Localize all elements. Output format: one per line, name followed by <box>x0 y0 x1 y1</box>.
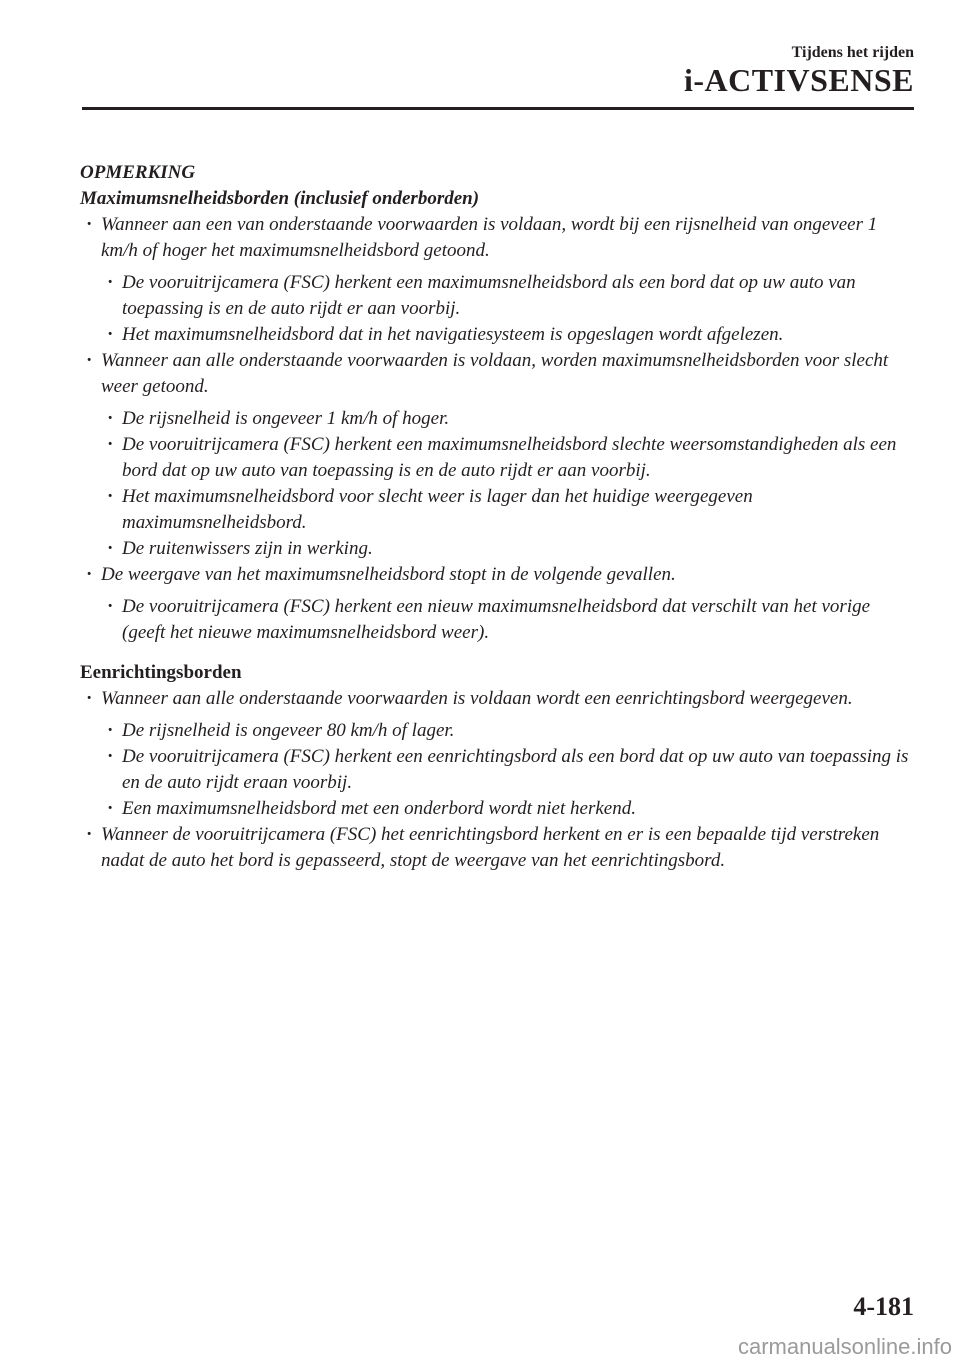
sub-list-item: · De rijsnelheid is ongeveer 80 km/h of lager. <box>101 718 915 744</box>
list-item <box>80 562 915 646</box>
sub-bullet-list <box>101 270 915 348</box>
section-title-one-way: Eenrichtingsborden <box>80 662 242 683</box>
watermark-link[interactable]: carmanualsonline.info <box>737 1334 952 1359</box>
list-item <box>80 686 915 822</box>
sub-list-item: · De ruitenwissers zijn in werking. <box>101 536 915 562</box>
list-item <box>80 212 915 348</box>
sub-list-item: · De vooruitrijcamera (FSC) herkent een nieuw maximumsnelheidsbord dat verschilt van het vorige (geeft het nieuwe maximumsnelheidsbord weer). <box>101 594 915 646</box>
list-item-text: Wanneer de vooruitrijcamera (FSC) het eenrichtingsbord herkent en er is een bepaalde tijd verstreken nadat de auto het bord is gepasseerd, stopt de weergave van het eenrichtingsbord. <box>101 824 880 871</box>
list-item <box>80 348 915 562</box>
list-item <box>80 822 915 874</box>
section-title-speed-limit: Maximumsnelheidsborden (inclusief onderborden) <box>80 188 480 209</box>
sub-bullet-list <box>101 718 915 822</box>
list-item-text: Wanneer aan alle onderstaande voorwaarden is voldaan, worden maximumsnelheidsborden voor slecht weer getoond. <box>101 350 889 397</box>
list-item-text: De weergave van het maximumsnelheidsbord stopt in de volgende gevallen. <box>101 564 676 585</box>
sub-list-item: · Een maximumsnelheidsbord met een onderbord wordt niet herkend. <box>101 796 915 822</box>
note-label: OPMERKING <box>80 162 196 183</box>
sub-list-item: · Het maximumsnelheidsbord dat in het navigatiesysteem is opgeslagen wordt afgelezen. <box>101 322 915 348</box>
sub-list-item: · De vooruitrijcamera (FSC) herkent een maximumsnelheidsbord als een bord dat op uw auto van toepassing is en de auto rijdt er aan voorbij. <box>101 270 915 322</box>
list-item-text: Wanneer aan alle onderstaande voorwaarden is voldaan wordt een eenrichtingsbord weergegeven. <box>101 688 853 709</box>
header-rule <box>82 107 914 110</box>
page-content <box>80 160 915 874</box>
sub-bullet-list <box>101 594 915 646</box>
list-item-text: Wanneer aan een van onderstaande voorwaarden is voldaan, wordt bij een rijsnelheid van ongeveer 1 km/h of hoger het maximumsnelheidsbord getoond. <box>101 214 878 261</box>
bullet-list <box>80 212 915 646</box>
header-section-label: Tijdens het rijden <box>791 44 914 61</box>
sub-list-item: · De rijsnelheid is ongeveer 1 km/h of hoger. <box>101 406 915 432</box>
sub-bullet-list <box>101 406 915 562</box>
sub-list-item: · De vooruitrijcamera (FSC) herkent een maximumsnelheidsbord slechte weersomstandigheden als een bord dat op uw auto van toepassing is en de auto rijdt er aan voorbij. <box>101 432 915 484</box>
header-title: i-ACTIVSENSE <box>683 62 914 98</box>
sub-list-item: · Het maximumsnelheidsbord voor slecht weer is lager dan het huidige weergegeven maximumsnelheidsbord. <box>101 484 915 536</box>
page-number: 4-181 <box>853 1292 914 1321</box>
bullet-list <box>80 686 915 874</box>
sub-list-item: · De vooruitrijcamera (FSC) herkent een eenrichtingsbord als een bord dat op uw auto van toepassing is en de auto rijdt eraan voorbij. <box>101 744 915 796</box>
